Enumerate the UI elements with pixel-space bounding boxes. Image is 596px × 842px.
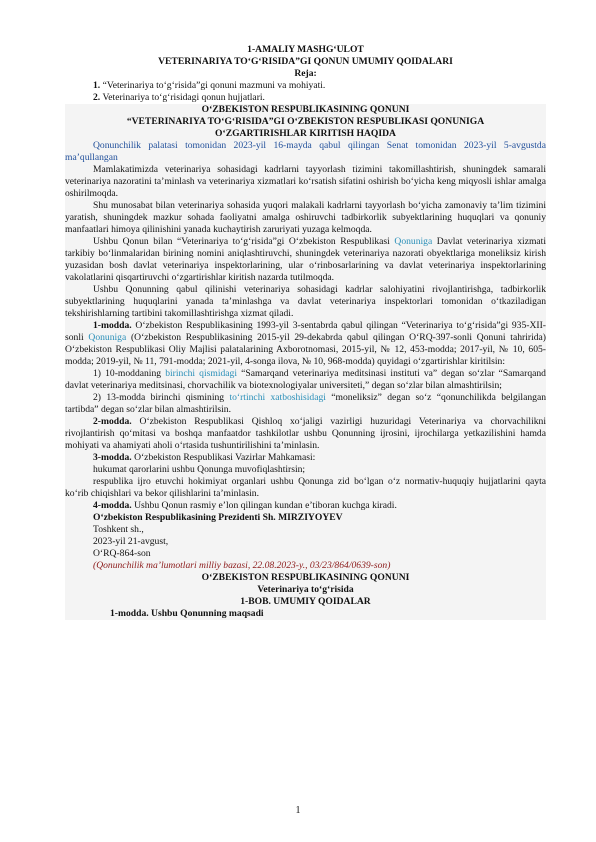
article-3-item-1: hukumat qarorlarini ushbu Qonunga muvofiqlashtirsin; [93,464,306,475]
paragraph-4: Ushbu Qonunning qabul qilinishi veterinariya sohasidagi kadrlar salohiyatini rivojlantirishga, tadbirkorlik subyektlarining huquqlarini yanada ta’minlashga va davlat veterinariya inspektorlari tomonidan o‘tkaziladigan tekshirishlarning tartibini takomillashtirishga xizmat qiladi. [65,284,546,319]
source-reference: (Qonunchilik ma’lumotlari milliy bazasi, 22.08.2023-y., 03/23/864/0639-son) [93,560,391,571]
plan-heading: Reja: [294,68,317,79]
signature-city: Toshkent sh., [93,524,144,535]
paragraph-3: Ushbu Qonun bilan “Veterinariya to‘g‘risida”gi O‘zbekiston Respublikasi Qonuniga Davlat veterinariya xizmati tarkibiy bo‘linmalaridan birining nomini aniqlashtiruvchi, shuningdek veterinariya nazorati obyektlariga moneliksiz kirish yuzasidan bosh davlat veterinariya inspektorlarining, ular o‘rinbosarlarining va davlat veterinariya inspektorlarining vakolatlarini qisqartiruvchi o‘zgartirishlar kiritish nazarda tutilmoqda. [65,236,547,283]
article-heading: 1-modda. Ushbu Qonunning maqsadi [110,608,264,619]
law2-subtitle: Veterinariya to‘g‘risida [257,584,354,595]
document-page [65,44,546,620]
article-1-item-2: 2) 13-modda birinchi qismining to‘rtinchi xatboshisidagi “moneliksiz” degan so‘z “qonunchilikda belgilangan tartibda” degan so‘zlar bilan almashtirilsin. [65,392,546,415]
signature-date: 2023-yil 21-avgust, [93,536,169,547]
paragraph-link[interactable]: to‘rtinchi xatboshisidagi [229,392,326,403]
page-number: 1 [295,805,301,816]
article-1: 1-modda. O‘zbekiston Respublikasining 1993-yil 3-sentabrda qabul qilingan “Veterinariya to‘g‘risida”gi 935-XII-sonli Qonuniga (O‘zbekiston Respublikasining 2015-yil 29-dekabrda qabul qilingan O‘RQ-397-sonli Qonuni tahririda) O‘zbekiston Respublikasi Oliy Majlisi palatalarining Axborotnomasi, 2015-yil, № 12, 453-modda; 2017-yil, № 10, 605-modda; 2019-yil, № 11, 791-modda; 2021-yil, 4-songa ilova, № 10, 968-modda) quyidagi o‘zgartirishlar kiritilsin: [65,320,546,367]
plan-item: 1. “Veterinariya to‘g‘risida”gi qonuni mazmuni va mohiyati. [93,80,326,91]
lesson-subtitle: VETERINARIYA TO‘G‘RISIDA”GI QONUN UMUMIY QOIDALARI [158,56,453,67]
article-3-item-2: respublika ijro etuvchi hokimiyat organlari ushbu Qonunga zid bo‘lgan o‘z normativ-huquqiy hujjatlarini qayta ko‘rib chiqishlari va bekor qilishlarini ta’minlasin. [65,476,546,499]
law-link[interactable]: Qonuniga [88,332,127,343]
law-title-line2: “VETERINARIYA TO‘G‘RISIDA”GI O‘ZBEKISTON RESPUBLIKASI QONUNIGA [126,116,485,127]
article-1-item-1: 1) 10-moddaning birinchi qismidagi “Samarqand veterinariya meditsinasi instituti va” degan so‘zlar “Samarqand davlat veterinariya meditsinasi, chorvachilik va biotexnologiyalar universiteti,” degan so‘zlar bilan almashtirilsin; [65,368,546,391]
article-2: 2-modda. O‘zbekiston Respublikasi Qishloq xo‘jaligi vazirligi huzuridagi Veterinariya va chorvachilikni rivojlantirish qo‘mitasi va boshqa manfaatdor tashkilotlar ushbu Qonunning ijrosini, ijrochilarga yetkazilishini hamda mohiyati va ahamiyati aholi o‘rtasida tushuntirilishini ta’minlasin. [65,416,546,451]
law2-title: O‘ZBEKISTON RESPUBLIKASINING QONUNI [201,572,410,583]
law-link[interactable]: Qonuniga [394,236,433,247]
president-signature: O‘zbekiston Respublikasining Prezidenti Sh. MIRZIYOYEV [93,512,343,523]
lesson-title: 1-AMALIY MASHG‘ULOT [247,44,364,55]
article-part-link[interactable]: birinchi qismidagi [165,368,238,379]
paragraph-2: Shu munosabat bilan veterinariya sohasida yuqori malakali kadrlarni tayyorlash bo‘yicha zamonaviy ta’lim tizimini yaratish, shuningdek mazkur sohada faoliyatni amalga oshiruvchi tadbirkorlik subyektlarining huquqlari va qonuniy manfaatlari himoya qilinishini yanada kuchaytirish zaruriyati yuzaga kelmoqda. [65,200,546,235]
article-4: 4-modda. Ushbu Qonun rasmiy e’lon qilingan kundan e’tiboran kuchga kiradi. [93,500,397,511]
plan-item: 2. Veterinariya to‘g‘risidagi qonun hujjatlari. [93,92,265,103]
law-title-line3: O‘ZGARTIRISHLAR KIRITISH HAQIDA [215,128,396,139]
signature-number: O‘RQ-864-son [93,548,151,559]
law-amendment-section [65,104,546,620]
article-3: 3-modda. O‘zbekiston Respublikasi Vazirlar Mahkamasi: [93,452,316,463]
adoption-note: Qonunchilik palatasi tomonidan 2023-yil 16-mayda qabul qilingan Senat tomonidan 2023-yil 5-avgustda ma’qullangan [65,140,546,163]
paragraph-1: Mamlakatimizda veterinariya sohasidagi kadrlarni tayyorlash tizimini takomillashtirish, shuningdek samarali veterinariya nazoratini ta’minlash va veterinariya xizmatlari ko‘rsatish sifatini oshirish bo‘yicha keng miqyosli ishlar amalga oshirilmoqda. [65,164,546,199]
chapter-heading: 1-BOB. UMUMIY QOIDALAR [240,596,371,607]
law-title-line1: O‘ZBEKISTON RESPUBLIKASINING QONUNI [201,104,410,115]
